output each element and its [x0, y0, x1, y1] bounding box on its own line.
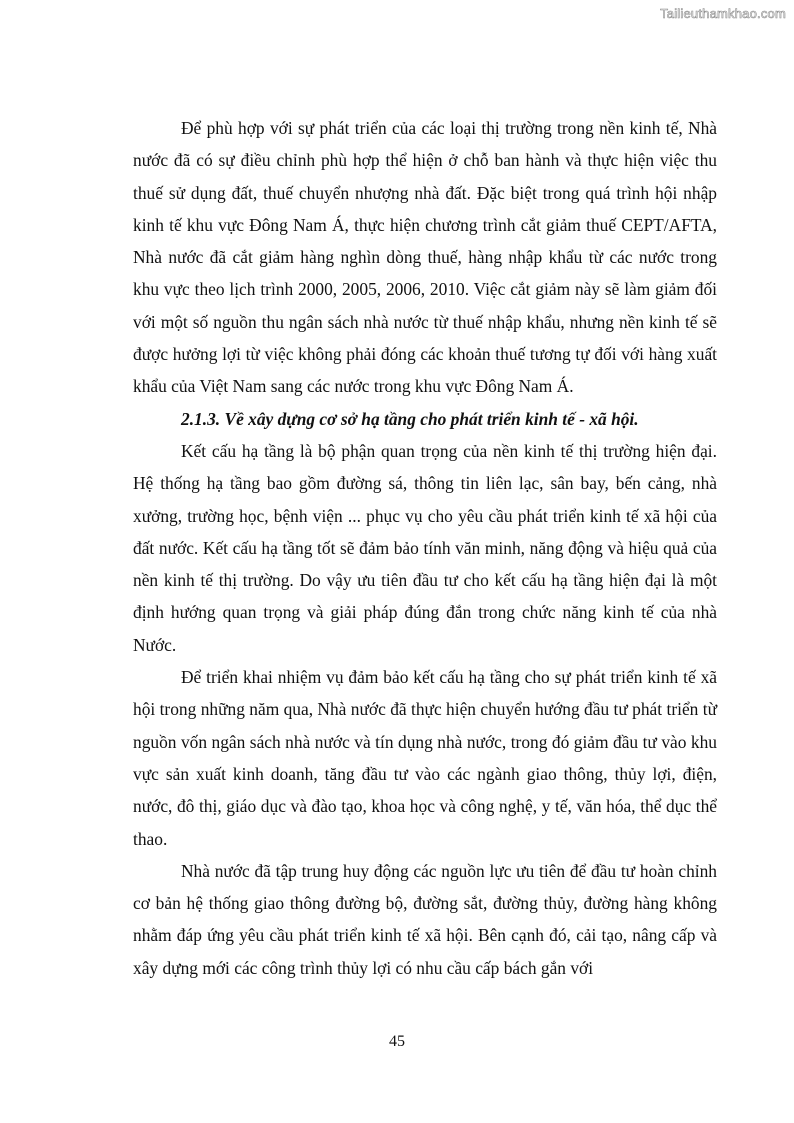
section-heading: 2.1.3. Về xây dựng cơ sở hạ tầng cho phát triển kinh tế - xã hội.: [181, 408, 639, 429]
document-body: [133, 112, 717, 984]
watermark: Tailieuthamkhao.com: [660, 6, 786, 21]
paragraph-resource-mobilization: Nhà nước đã tập trung huy động các nguồn lực ưu tiên để đầu tư hoàn chỉnh cơ bản hệ thống giao thông đường bộ, đường sắt, đường thủy, đường hàng không nhằm đáp ứng yêu cầu phát triển kinh tế xã hội. Bên cạnh đó, cải tạo, nâng cấp và xây dựng mới các công trình thủy lợi có nhu cầu cấp bách gắn với: [133, 860, 717, 978]
paragraph-investment-shift: Để triển khai nhiệm vụ đảm bảo kết cấu hạ tầng cho sự phát triển kinh tế xã hội trong những năm qua, Nhà nước đã thực hiện chuyển hướng đầu tư phát triển từ nguồn vốn ngân sách nhà nước và tín dụng nhà nước, trong đó giảm đầu tư vào khu vực sản xuất kinh doanh, tăng đầu tư vào các ngành giao thông, thủy lợi, điện, nước, đô thị, giáo dục và đào tạo, khoa học và công nghệ, y tế, văn hóa, thể dục thể thao.: [133, 667, 717, 849]
paragraph-infrastructure-role: Kết cấu hạ tầng là bộ phận quan trọng của nền kinh tế thị trường hiện đại. Hệ thống hạ tầng bao gồm đường sá, thông tin liên lạc, sân bay, bến cảng, nhà xưởng, trường học, bệnh viện ... phục vụ cho yêu cầu phát triển kinh tế xã hội của đất nước. Kết cấu hạ tầng tốt sẽ đảm bảo tính văn minh, năng động và hiệu quả của nền kinh tế thị trường. Do vậy ưu tiên đầu tư cho kết cấu hạ tầng hiện đại là một định hướng quan trọng và giải pháp đúng đắn trong chức năng kinh tế của nhà Nước.: [133, 440, 717, 655]
page-number: 45: [389, 1033, 405, 1050]
paragraph-tax-adjustment: Để phù hợp với sự phát triển của các loại thị trường trong nền kinh tế, Nhà nước đã có sự điều chỉnh phù hợp thể hiện ở chỗ ban hành và thực hiện việc thu thuế sử dụng đất, thuế chuyển nhượng nhà đất. Đặc biệt trong quá trình hội nhập kinh tế khu vực Đông Nam Á, thực hiện chương trình cắt giảm thuế CEPT/AFTA, Nhà nước đã cắt giảm hàng nghìn dòng thuế, hàng nhập khẩu từ các nước trong khu vực theo lịch trình 2000, 2005, 2006, 2010. Việc cắt giảm này sẽ làm giảm đối với một số nguồn thu ngân sách nhà nước từ thuế nhập khẩu, nhưng nền kinh tế sẽ được hưởng lợi từ việc không phải đóng các khoản thuế tương tự đối với hàng xuất khẩu của Việt Nam sang các nước trong khu vực Đông Nam Á.: [133, 118, 717, 397]
